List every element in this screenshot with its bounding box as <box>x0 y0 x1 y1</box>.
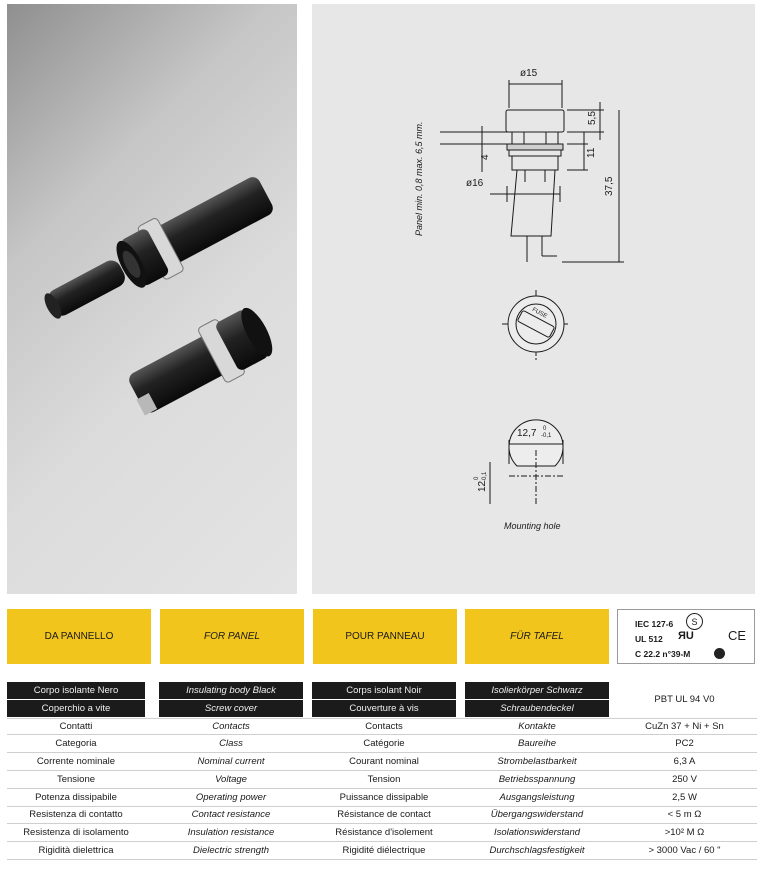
material-value: PBT UL 94 V0 <box>654 694 715 705</box>
cell-value: PC2 <box>675 738 694 750</box>
hole-width: 12,7 <box>517 428 537 439</box>
mounting-hole-label: Mounting hole <box>504 521 561 531</box>
hole-width-tol-lower: -0,1 <box>541 433 552 439</box>
header-french: POUR PANNEAU <box>313 609 457 664</box>
product-photo <box>7 4 297 594</box>
dimension-drawing <box>312 4 755 594</box>
table-row <box>7 842 757 860</box>
cell-en: Voltage <box>215 773 247 785</box>
fuse-holder-photo-illustration <box>7 4 297 594</box>
cell-it: Potenza dissipabile <box>35 791 117 803</box>
cell-en: Screw cover <box>159 700 303 717</box>
certifications-box <box>617 609 755 664</box>
cell-en: Nominal current <box>197 756 265 768</box>
cell-value: 250 V <box>672 773 697 785</box>
table-row <box>7 824 757 842</box>
cell-fr: Catégorie <box>363 738 405 750</box>
dim-diameter-16: ø16 <box>466 178 484 189</box>
header-english: FOR PANEL <box>160 609 304 664</box>
cell-it: Corpo isolante Nero <box>7 682 145 699</box>
ur-mark-icon: ЯU <box>678 630 694 642</box>
dim-4: 4 <box>480 154 491 160</box>
cell-it: Tensione <box>56 773 96 785</box>
technical-drawing <box>312 4 755 594</box>
cell-en: Contacts <box>212 720 250 732</box>
cert-ul: UL 512 <box>635 634 663 644</box>
cell-fr: Couverture à vis <box>312 700 456 717</box>
cell-en: Insulation resistance <box>187 827 275 839</box>
table-row <box>7 771 757 789</box>
cell-en: Class <box>219 738 243 750</box>
ce-mark-icon: CE <box>728 628 747 643</box>
cell-fr: Rigidité diélectrique <box>342 845 426 857</box>
panel-thickness-note: Panel min. 0,8 max. 6,5 mm. <box>414 121 424 236</box>
cell-value: 6,3 A <box>673 756 696 768</box>
cell-en: Insulating body Black <box>159 682 303 699</box>
cell-it: Resistenza di contatto <box>29 809 123 821</box>
dim-5-5: 5,5 <box>587 111 598 125</box>
cert-iec: IEC 127-6 <box>635 619 674 629</box>
dim-diameter-15: ø15 <box>520 68 538 79</box>
cell-de: Übergangswiderstand <box>490 809 584 821</box>
cell-value: > 3000 Vac / 60 " <box>648 845 721 857</box>
cell-fr: Contacts <box>365 720 403 732</box>
cell-de: Isolierkörper Schwarz <box>465 682 609 699</box>
cell-de: Baureihe <box>517 738 557 750</box>
hole-width-tol-upper: 0 <box>543 426 547 432</box>
cell-it: Rigidità dielettrica <box>38 845 114 857</box>
cell-it: Corrente nominale <box>36 756 116 768</box>
cell-it: Contatti <box>59 720 93 732</box>
cell-fr: Tension <box>367 773 401 785</box>
cell-it: Categoria <box>55 738 97 750</box>
cell-value: CuZn 37 + Ni + Sn <box>645 720 724 732</box>
hole-height-tol-lower: -0,1 <box>482 471 488 482</box>
header-italian: DA PANNELLO <box>7 609 151 664</box>
cell-en: Dielectric strength <box>192 845 270 857</box>
cell-fr: Puissance dissipable <box>339 791 429 803</box>
cell-en: Contact resistance <box>191 809 271 821</box>
header-german: FÜR TAFEL <box>465 609 609 664</box>
hole-height: 12 <box>477 480 488 492</box>
cell-de: Ausgangsleistung <box>499 791 575 803</box>
cell-de: Kontakte <box>518 720 556 732</box>
cap-fuse-text: FUSE <box>530 306 548 320</box>
cell-fr: Courant nominal <box>349 756 419 768</box>
table-row <box>7 753 757 771</box>
cell-value: < 5 m Ω <box>667 809 702 821</box>
cell-de: Schraubendeckel <box>465 700 609 717</box>
cell-de: Isolationswiderstand <box>493 827 581 839</box>
table-row <box>7 718 757 736</box>
dim-37-5: 37,5 <box>604 176 615 196</box>
hole-height-tol-upper: 0 <box>474 476 480 480</box>
cell-it: Coperchio a vite <box>7 700 145 717</box>
dim-11: 11 <box>586 147 597 158</box>
cell-value: 2,5 W <box>672 791 697 803</box>
cell-value: >10² M Ω <box>664 827 705 839</box>
cell-en: Operating power <box>195 791 267 803</box>
cell-fr: Corps isolant Noir <box>312 682 456 699</box>
cell-de: Betriebsspannung <box>498 773 576 785</box>
cell-fr: Résistance de contact <box>337 809 431 821</box>
cell-de: Strombelastbarkeit <box>497 756 577 768</box>
s-mark-icon: S <box>686 613 703 630</box>
cell-de: Durchschlagsfestigkeit <box>489 845 585 857</box>
cell-it: Resistenza di isolamento <box>23 827 129 839</box>
table-row <box>7 735 757 753</box>
table-row <box>7 807 757 825</box>
table-row <box>7 789 757 807</box>
cell-fr: Résistance d'isolement <box>335 827 433 839</box>
cert-csa: C 22.2 n°39-M <box>635 649 691 659</box>
csa-mark-icon <box>714 648 725 659</box>
